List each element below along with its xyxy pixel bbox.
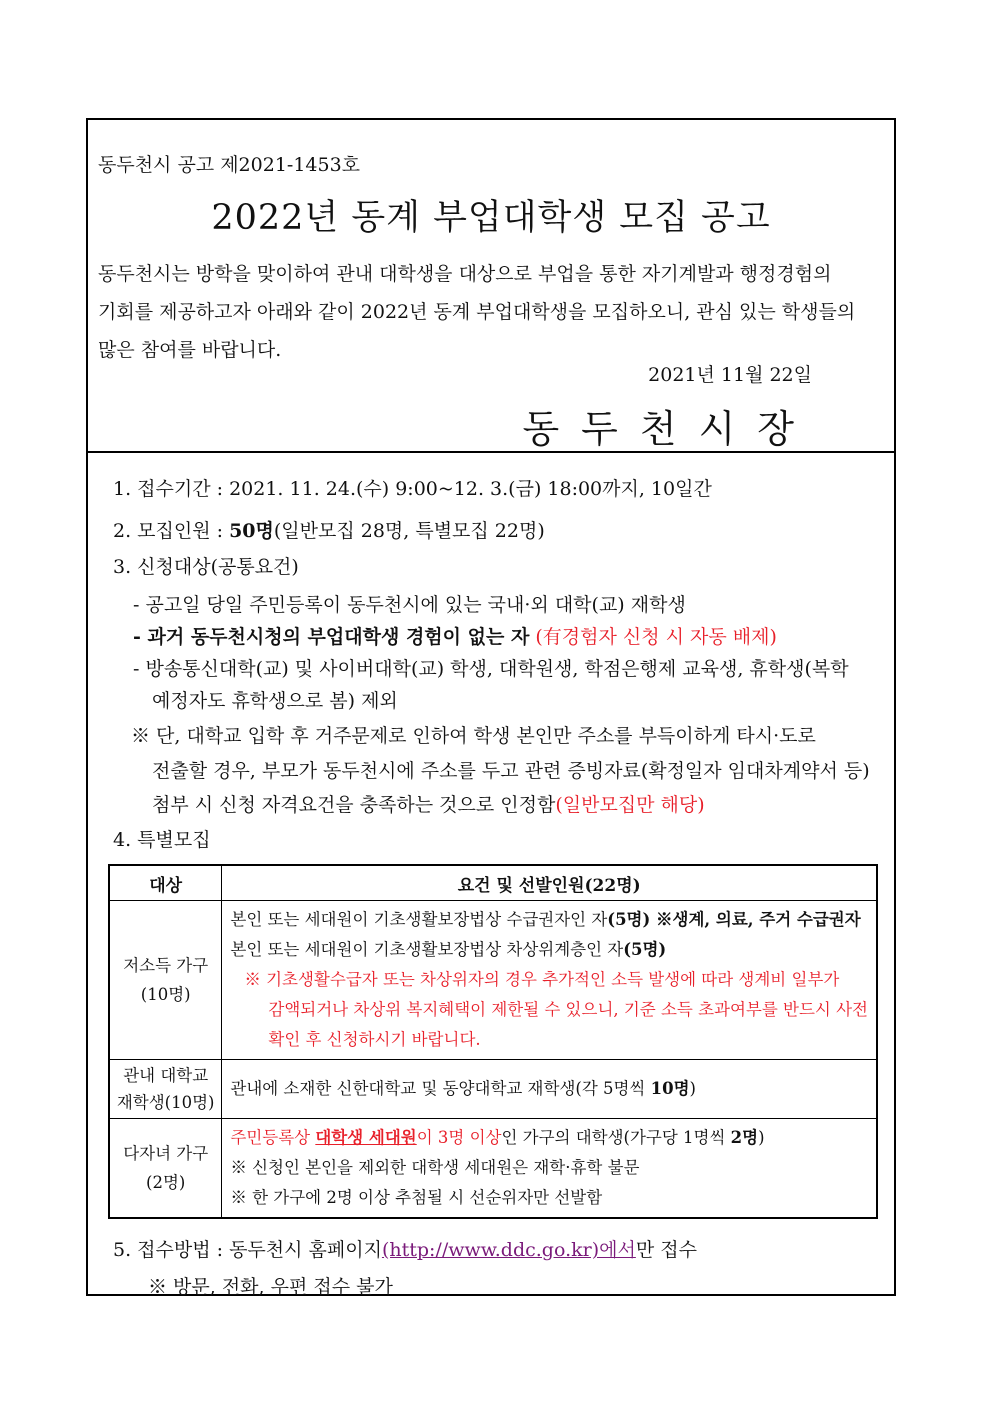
eligibility-heading: 3. 신청대상(공통요건) bbox=[113, 556, 299, 578]
row-category bbox=[109, 1060, 222, 1119]
intro-line: 동두천시는 방학을 맞이하여 관내 대학생을 대상으로 부업을 통한 자기계발과 행정경험의 bbox=[98, 263, 832, 285]
req-line bbox=[230, 905, 868, 935]
method-label: 5. 접수방법 : 동두천시 홈페이지 bbox=[113, 1239, 382, 1261]
category-line: 다자녀 가구 bbox=[123, 1144, 209, 1163]
recruit-item bbox=[113, 516, 545, 543]
req-line bbox=[230, 1123, 868, 1153]
req-tail: ) bbox=[758, 1128, 765, 1147]
notice-number: 동두천시 공고 제2021-1453호 bbox=[98, 154, 361, 176]
method-tail: 만 접수 bbox=[635, 1239, 697, 1261]
req-text: 인 가구의 대학생(가구당 1명씩 bbox=[501, 1128, 731, 1147]
table-row bbox=[109, 1119, 877, 1219]
req-line bbox=[230, 935, 868, 965]
warning-line: ※ 기초생활수급자 또는 차상위자의 경우 추가적인 소득 발생에 따라 생계비 일부가 bbox=[244, 970, 840, 989]
row-requirements bbox=[222, 1060, 877, 1119]
table-row bbox=[109, 1060, 877, 1119]
req-note: ※ 한 가구에 2명 이상 추첨될 시 선순위자만 선발함 bbox=[230, 1188, 603, 1207]
special-recruit-table bbox=[108, 864, 878, 1219]
period-label: 1. 접수기간 : bbox=[113, 478, 230, 500]
notice-date: 2021년 11월 22일 bbox=[648, 364, 812, 386]
category-line: (2명) bbox=[146, 1173, 186, 1192]
section-divider bbox=[88, 451, 894, 453]
req-tail: ) bbox=[689, 1079, 696, 1098]
category-line: (10명) bbox=[140, 985, 191, 1004]
eligibility-note-text: 첨부 시 신청 자격요건을 충족하는 것으로 인정함 bbox=[152, 794, 556, 816]
homepage-link[interactable]: (http://www.ddc.go.kr)에서 bbox=[381, 1239, 636, 1261]
method-note: ※ 방문, 전화, 우편 접수 불가 bbox=[148, 1276, 393, 1298]
category-line: 재학생(10명) bbox=[116, 1093, 215, 1112]
req-text: 관내에 소재한 신한대학교 및 동양대학교 재학생(각 5명씩 bbox=[230, 1079, 651, 1098]
req-text: 본인 또는 세대원이 기초생활보장법상 차상위계층인 자 bbox=[230, 940, 624, 959]
row-category bbox=[109, 1119, 222, 1219]
intro-paragraph bbox=[98, 255, 886, 369]
col-header-requirements: 요건 및 선발인원(22명) bbox=[222, 865, 877, 901]
period-value: 2021. 11. 24.(수) 9:00~12. 3.(금) 18:00까지, 10일간 bbox=[229, 478, 712, 500]
req-red: 이 3명 이상 bbox=[416, 1128, 502, 1147]
req-red-bold: 대학생 세대원 bbox=[315, 1128, 417, 1147]
category-line: 저소득 가구 bbox=[123, 956, 209, 975]
warning-line: 확인 후 신청하시기 바랍니다. bbox=[268, 1030, 481, 1049]
eligibility-item-2-warning: (有경험자 신청 시 자동 배제) bbox=[529, 626, 777, 648]
eligibility-item-3-line2: 예정자도 휴학생으로 봄) 제외 bbox=[152, 690, 398, 712]
req-bold: (5명) bbox=[623, 940, 667, 959]
req-red: 주민등록상 bbox=[230, 1128, 316, 1147]
warning-line: 감액되거나 차상위 복지혜택이 제한될 수 있으니, 기준 소득 초과여부를 반드시 사전 bbox=[268, 1000, 868, 1019]
eligibility-note-line2: 전출할 경우, 부모가 동두천시에 주소를 두고 관련 증빙자료(확정일자 임대차계약서 등) bbox=[152, 760, 870, 782]
issuer-name: 동두천시장 bbox=[522, 407, 816, 451]
notice-title: 2022년 동계 부업대학생 모집 공고 bbox=[211, 198, 771, 238]
eligibility-item-2-main: - 과거 동두천시청의 부업대학생 경험이 없는 자 bbox=[133, 626, 530, 648]
eligibility-note-line3 bbox=[152, 790, 705, 817]
req-bold: 2명 bbox=[730, 1128, 759, 1147]
req-bold: 10명 bbox=[650, 1079, 690, 1098]
row-category bbox=[109, 901, 222, 1060]
special-heading: 4. 특별모집 bbox=[113, 829, 211, 851]
eligibility-note-line1: ※ 단, 대학교 입학 후 거주문제로 인하여 학생 본인만 주소를 부득이하게 타시·도로 bbox=[131, 725, 816, 747]
table-header-row bbox=[109, 865, 877, 901]
method-item bbox=[113, 1235, 697, 1262]
intro-line: 많은 참여를 바랍니다. bbox=[98, 339, 282, 361]
intro-line: 기회를 제공하고자 아래와 같이 2022년 동계 부업대학생을 모집하오니, 관심 있는 학생들의 bbox=[98, 301, 856, 323]
recruit-label: 2. 모집인원 : bbox=[113, 520, 230, 542]
col-header-target: 대상 bbox=[109, 865, 222, 901]
recruit-total: 50명 bbox=[229, 520, 274, 542]
category-line: 관내 대학교 bbox=[123, 1066, 209, 1085]
eligibility-item-2 bbox=[133, 622, 777, 649]
eligibility-item-1: - 공고일 당일 주민등록이 동두천시에 있는 국내·외 대학(교) 재학생 bbox=[133, 594, 686, 616]
recruit-detail: (일반모집 28명, 특별모집 22명) bbox=[273, 520, 545, 542]
row-requirements bbox=[222, 901, 877, 1060]
req-bold: (5명) ※생계, 의료, 주거 수급권자 bbox=[607, 910, 861, 929]
notice-frame bbox=[86, 118, 896, 1296]
period-item bbox=[113, 474, 712, 501]
req-note: ※ 신청인 본인을 제외한 대학생 세대원은 재학·휴학 불문 bbox=[230, 1158, 640, 1177]
eligibility-note-red: (일반모집만 해당) bbox=[555, 794, 705, 816]
req-line bbox=[230, 1074, 868, 1104]
row-requirements bbox=[222, 1119, 877, 1219]
eligibility-item-3-line1: - 방송통신대학(교) 및 사이버대학(교) 학생, 대학원생, 학점은행제 교육생, 휴학생(복학 bbox=[133, 658, 849, 680]
req-text: 본인 또는 세대원이 기초생활보장법상 수급권자인 자 bbox=[230, 910, 608, 929]
table-row bbox=[109, 901, 877, 1060]
